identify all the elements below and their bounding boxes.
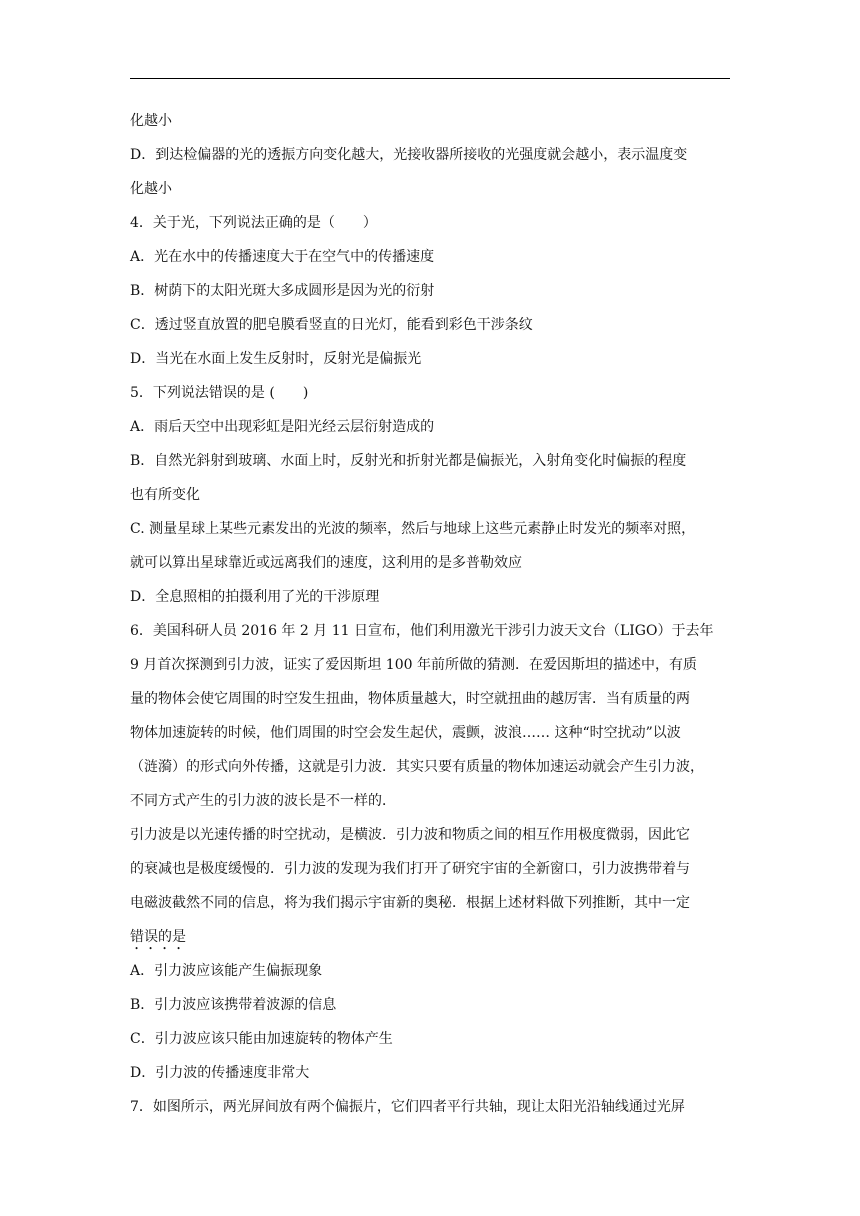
text-line: 引力波是以光速传播的时空扰动，是横波．引力波和物质之间的相互作用极度微弱，因此它 — [130, 827, 690, 843]
question-4-option-d: D．当光在水面上发生反射时，反射光是偏振光 — [130, 351, 422, 367]
text-line: 量的物体会使它周围的时空发生扭曲，物体质量越大，时空就扭曲的越厉害．当有质量的两 — [130, 691, 690, 707]
text-line: 也有所变化 — [130, 487, 200, 503]
question-5-option-c: C. 测量星球上某些元素发出的光波的频率，然后与地球上这些元素静止时发光的频率对照， — [130, 521, 696, 537]
question-6-stem: 6．美国科研人员 2016 年 2 月 11 日宣布，他们利用激光干涉引力波天文台（LIGO）于去年 — [130, 623, 714, 639]
question-6-option-d: D．引力波的传播速度非常大 — [130, 1065, 310, 1081]
text-line: 就可以算出星球靠近或远离我们的速度，这利用的是多普勒效应 — [130, 555, 522, 571]
text-line: 的衰减也是极度缓慢的．引力波的发现为我们打开了研究宇宙的全新窗口，引力波携带着与 — [130, 861, 690, 877]
text-line: 物体加速旋转的时候，他们周围的时空会发生起伏，震颤，波浪…… 这种“时空扰动”以波 — [130, 725, 681, 741]
question-5-stem: 5．下列说法错误的是 ( ) — [130, 385, 309, 401]
text-line: 化越小 — [130, 181, 172, 197]
text-line: D．到达检偏器的光的透振方向变化越大，光接收器所接收的光强度就会越小，表示温度变 — [130, 147, 688, 163]
text-line: 不同方式产生的引力波的波长是不一样的． — [130, 793, 396, 809]
question-4-option-a: A．光在水中的传播速度大于在空气中的传播速度 — [130, 249, 435, 265]
question-5-option-b: B．自然光斜射到玻璃、水面上时，反射光和折射光都是偏振光，入射角变化时偏振的程度 — [130, 453, 687, 469]
header-rule — [130, 78, 730, 79]
text-line: 电磁波截然不同的信息，将为我们揭示宇宙新的奥秘．根据上述材料做下列推断，其中一定 — [130, 895, 690, 911]
question-6-option-b: B．引力波应该携带着波源的信息 — [130, 997, 337, 1013]
question-5-option-a: A．雨后天空中出现彩虹是阳光经云层衍射造成的 — [130, 419, 435, 435]
text-line: （涟漪）的形式向外传播，这就是引力波．其实只要有质量的物体加速运动就会产生引力波， — [130, 759, 704, 775]
question-4-option-b: B．树荫下的太阳光斑大多成圆形是因为光的衍射 — [130, 283, 435, 299]
text-line: 化越小 — [130, 113, 172, 129]
question-7-stem: 7．如图所示，两光屏间放有两个偏振片，它们四者平行共轴，现让太阳光沿轴线通过光屏 — [130, 1099, 685, 1115]
question-4-stem: 4．关于光，下列说法正确的是（ ） — [130, 215, 377, 231]
question-4-option-c: C．透过竖直放置的肥皂膜看竖直的日光灯，能看到彩色干涉条纹 — [130, 317, 533, 333]
question-6-option-a: A．引力波应该能产生偏振现象 — [130, 963, 323, 979]
question-5-option-d: D．全息照相的拍摄利用了光的干涉原理 — [130, 589, 380, 605]
emphasized-text-line: 错误的是 — [130, 929, 186, 945]
document-body — [130, 104, 730, 1124]
question-6-option-c: C．引力波应该只能由加速旋转的物体产生 — [130, 1031, 393, 1047]
text-line: 9 月首次探测到引力波，证实了爱因斯坦 100 年前所做的猜测．在爱因斯坦的描述中，有质 — [130, 657, 697, 673]
